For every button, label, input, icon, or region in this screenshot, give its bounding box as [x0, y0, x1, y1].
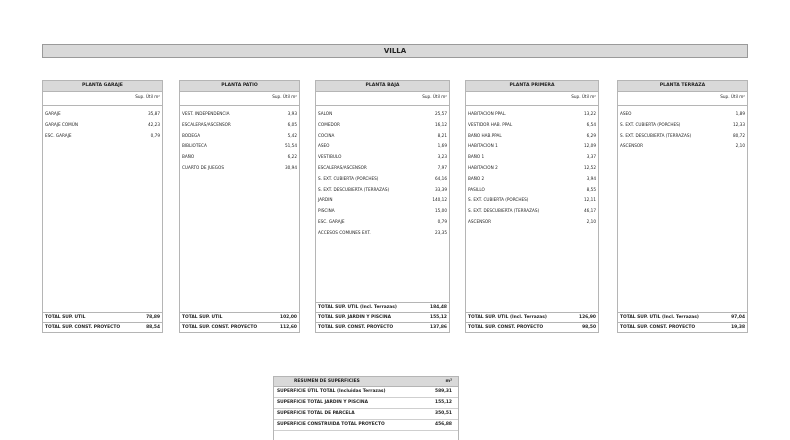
row-label: BODEGA: [182, 132, 201, 138]
row-label: S. EXT. CUBIERTA (PORCHES): [318, 175, 379, 181]
row-value: 12,11: [584, 197, 596, 203]
table-row: [316, 229, 449, 240]
row-label: S. EXT. DESCUBIERTA (TERRAZAS): [318, 186, 390, 192]
row-value: 2,10: [586, 218, 596, 224]
row-label: S. EXT. DESCUBIERTA (TERRAZAS): [620, 132, 692, 138]
row-label: COCINA: [318, 132, 335, 138]
table-row: [618, 121, 747, 132]
summary-unit: m²: [445, 379, 452, 384]
row-label: BAÑO: [182, 154, 195, 160]
column-title: PLANTA BAJA: [316, 81, 449, 92]
row-value: 3,93: [287, 111, 297, 116]
table-row: [316, 164, 449, 175]
unit-header: Sup. Útil m²: [466, 92, 598, 106]
table-row: [316, 196, 449, 207]
row-value: 12,33: [733, 121, 745, 127]
summary-label: SUPERFICIE TOTAL JARDIN Y PISCINA: [277, 400, 368, 405]
total-label: TOTAL SUP. CONST. PROYECTO: [45, 325, 121, 330]
table-row: [466, 142, 598, 153]
total-label: TOTAL SUP. UTIL: [45, 315, 86, 320]
column-title: PLANTA PATIO: [180, 81, 299, 92]
row-label: ESCALERAS/ASCENSOR: [182, 121, 231, 127]
row-label: SALON: [318, 111, 333, 116]
row-label: S. EXT. CUBIERTA (PORCHES): [468, 197, 529, 203]
row-value: 33,39: [435, 186, 447, 192]
table-row: [466, 110, 598, 121]
table-row: [43, 121, 162, 132]
total-value: 184,48: [430, 305, 447, 310]
table-row: [180, 164, 299, 175]
total-value: 126,90: [579, 315, 596, 320]
total-label: TOTAL SUP. CONST. PROYECTO: [182, 325, 258, 330]
row-value: 6,54: [586, 121, 596, 127]
total-label: TOTAL SUP. UTIL: [182, 315, 223, 320]
row-label: PASILLO: [468, 186, 485, 192]
table-planta-garaje: [42, 80, 163, 333]
summary-row: [274, 409, 458, 420]
total-row: [316, 322, 449, 332]
table-row: [316, 207, 449, 218]
total-label: TOTAL SUP. UTIL (Incl. Terrazas): [318, 305, 397, 310]
total-value: 97,04: [731, 315, 745, 320]
total-value: 102,00: [280, 315, 297, 320]
row-label: ACCESOS COMUNES EXT.: [318, 229, 371, 235]
summary-value: 589,31: [435, 389, 452, 394]
row-value: 140,12: [432, 197, 447, 203]
unit-header: Sup. Útil m²: [180, 92, 299, 106]
summary-row: [274, 398, 458, 409]
total-row: [180, 312, 299, 322]
total-label: TOTAL SUP. JARDIN Y PISCINA: [318, 315, 391, 320]
row-value: 3,23: [437, 154, 447, 160]
row-value: 35,87: [148, 111, 160, 116]
table-row: [316, 132, 449, 143]
table-row: [466, 218, 598, 229]
table-row: [180, 121, 299, 132]
row-value: 80,72: [733, 132, 745, 138]
row-value: 64,16: [435, 175, 447, 181]
row-value: 3,37: [586, 154, 596, 160]
table-planta-terraza: [617, 80, 748, 333]
table-row: [466, 132, 598, 143]
summary-header: [274, 377, 458, 387]
table-row: [316, 153, 449, 164]
row-label: CUARTO DE JUEGOS: [182, 164, 224, 170]
summary-value: 155,12: [435, 400, 452, 405]
total-value: 155,12: [430, 315, 447, 320]
table-row: [316, 175, 449, 186]
table-row: [180, 132, 299, 143]
total-row: [43, 322, 162, 332]
total-label: TOTAL SUP. CONST. PROYECTO: [468, 325, 544, 330]
row-value: 2,10: [735, 143, 745, 149]
row-value: 6,22: [287, 154, 297, 160]
row-label: HABITACION 1: [468, 143, 498, 149]
table-planta-primera: [465, 80, 599, 333]
total-value: 19,38: [731, 325, 745, 330]
summary-label: SUPERFICIE ÚTIL TOTAL (Incluidas Terrazas): [277, 389, 386, 394]
total-value: 112,60: [280, 325, 297, 330]
total-label: TOTAL SUP. UTIL (Incl. Terrazas): [468, 315, 547, 320]
table-row: [466, 121, 598, 132]
row-label: S. EXT. CUBIERTA (PORCHES): [620, 121, 681, 127]
table-row: [618, 142, 747, 153]
unit-header: Sup. Útil m²: [316, 92, 449, 106]
row-value: 8,55: [586, 186, 596, 192]
row-value: 6,29: [586, 132, 596, 138]
row-value: 6,05: [287, 121, 297, 127]
total-label: TOTAL SUP. UTIL (Incl. Terrazas): [620, 315, 699, 320]
summary-label: SUPERFICIE CONSTRUIDA TOTAL PROYECTO: [277, 422, 385, 427]
total-value: 98,50: [582, 325, 596, 330]
table-row: [180, 153, 299, 164]
row-label: GARAJE COMÚN: [45, 121, 78, 127]
total-label: TOTAL SUP. CONST. PROYECTO: [318, 325, 394, 330]
column-title: PLANTA GARAJE: [43, 81, 162, 92]
row-value: 8,21: [437, 132, 447, 138]
table-row: [466, 175, 598, 186]
row-label: ASCENSOR: [468, 218, 492, 224]
table-planta-patio: [179, 80, 300, 333]
row-label: ASEO: [318, 143, 330, 149]
summary-row: [274, 420, 458, 431]
summary-value: 350,51: [435, 411, 452, 416]
table-row: [618, 110, 747, 121]
summary-row: [274, 387, 458, 398]
row-value: 12,09: [584, 143, 596, 149]
row-label: ESCALERAS/ASCENSOR: [318, 164, 367, 170]
row-value: 30,94: [285, 164, 297, 170]
total-row: [466, 322, 598, 332]
row-value: 1,89: [735, 111, 745, 116]
row-value: 16,12: [435, 121, 447, 127]
total-row: [466, 312, 598, 322]
table-row: [43, 132, 162, 143]
row-value: 7,97: [437, 164, 447, 170]
table-row: [316, 121, 449, 132]
row-label: ASCENSOR: [620, 143, 644, 149]
total-row: [618, 312, 747, 322]
row-label: ASEO: [620, 111, 632, 116]
row-value: 25,57: [435, 111, 447, 116]
row-label: COMEDOR: [318, 121, 340, 127]
row-label: GARAJE: [45, 111, 61, 116]
column-title: PLANTA PRIMERA: [466, 81, 598, 92]
row-label: BAÑO 1: [468, 154, 485, 160]
row-value: 42,23: [148, 121, 160, 127]
total-label: TOTAL SUP. CONST. PROYECTO: [620, 325, 696, 330]
column-title: PLANTA TERRAZA: [618, 81, 747, 92]
row-label: S. EXT. DESCUBIERTA (TERRAZAS): [468, 208, 540, 214]
table-row: [180, 110, 299, 121]
page-title: VILLA: [42, 44, 748, 58]
total-value: 137,86: [430, 325, 447, 330]
total-value: 78,89: [146, 315, 160, 320]
table-row: [43, 110, 162, 121]
row-value: 15,00: [435, 208, 447, 214]
table-row: [316, 218, 449, 229]
table-row: [466, 186, 598, 197]
row-label: HABITACION 2: [468, 164, 498, 170]
row-label: BAÑO 2: [468, 175, 485, 181]
total-row: [316, 312, 449, 322]
row-value: 13,22: [584, 111, 596, 116]
summary-label: SUPERFICIE TOTAL DE PARCELA: [277, 411, 355, 416]
table-row: [316, 142, 449, 153]
row-label: VESTIBULO: [318, 154, 342, 160]
row-label: ESC. GARAJE: [318, 218, 345, 224]
table-planta-baja: [315, 80, 450, 333]
row-label: ESC. GARAJE: [45, 132, 72, 138]
row-label: VEST. INDEPENDENCIA: [182, 111, 230, 116]
unit-header: Sup. Útil m²: [43, 92, 162, 106]
table-row: [466, 164, 598, 175]
total-row: [618, 322, 747, 332]
row-value: 5,42: [287, 132, 297, 138]
total-row: [180, 322, 299, 332]
row-value: 12,52: [584, 164, 596, 170]
table-row: [466, 196, 598, 207]
table-row: [316, 186, 449, 197]
table-row: [180, 142, 299, 153]
total-row: [316, 302, 449, 312]
row-value: 3,94: [586, 175, 596, 181]
summary-title: RESUMEN DE SUPERFICIES: [294, 379, 360, 384]
row-value: 51,54: [285, 143, 297, 149]
summary-table: [273, 376, 459, 440]
row-value: 0,79: [150, 132, 160, 138]
row-label: VESTIDOR HAB. PPAL: [468, 121, 513, 127]
row-value: 23,35: [435, 229, 447, 235]
table-row: [466, 207, 598, 218]
table-row: [618, 132, 747, 143]
row-label: HABITACION PPAL.: [468, 111, 507, 116]
row-value: 0,79: [437, 218, 447, 224]
row-label: BIBLIOTECA: [182, 143, 207, 149]
row-value: 1,69: [437, 143, 447, 149]
total-value: 88,54: [146, 325, 160, 330]
table-row: [466, 153, 598, 164]
row-label: PISCINA: [318, 208, 335, 214]
total-row: [43, 312, 162, 322]
row-label: BAÑO HAB.PPAL: [468, 132, 502, 138]
row-value: 46,17: [584, 208, 596, 214]
row-label: JARDIN: [318, 197, 333, 203]
table-row: [316, 110, 449, 121]
summary-value: 456,88: [435, 422, 452, 427]
unit-header: Sup. Útil m²: [618, 92, 747, 106]
